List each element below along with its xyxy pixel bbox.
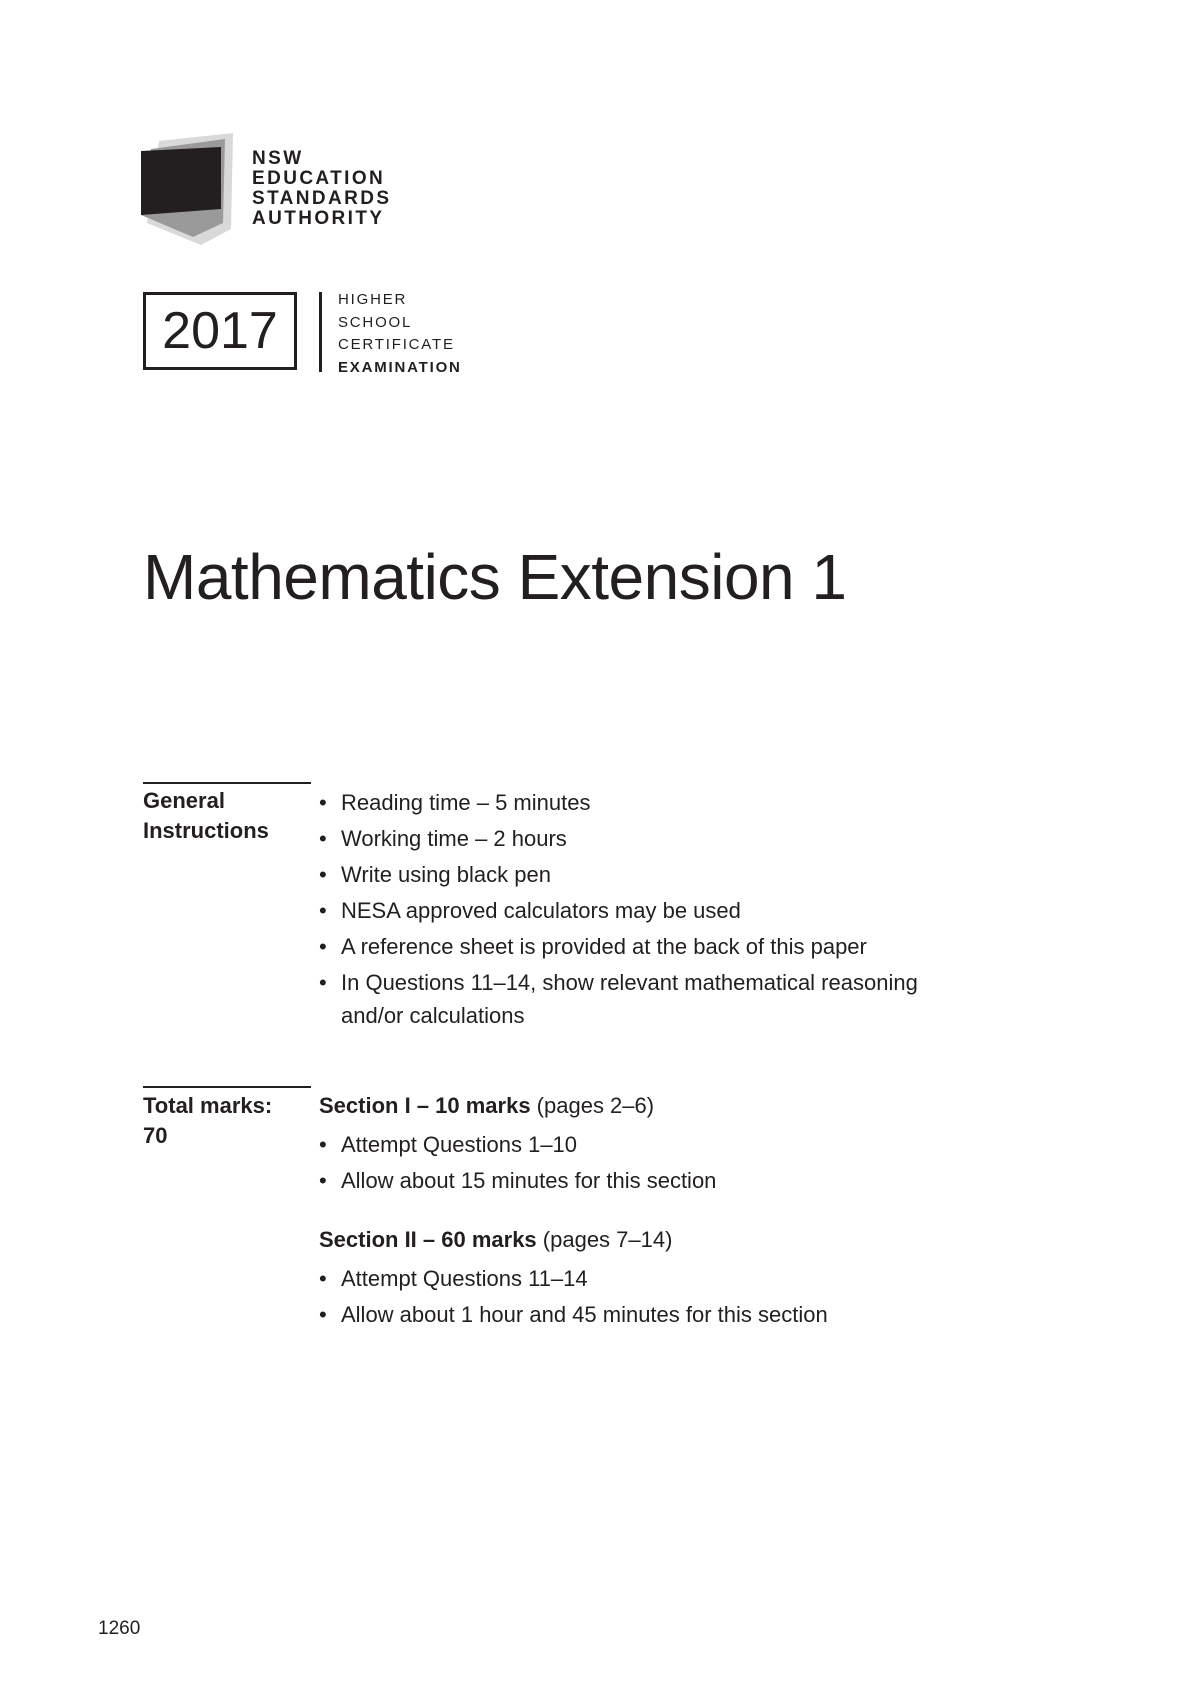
divider	[143, 1086, 311, 1088]
exam-name-line: SCHOOL	[338, 313, 413, 331]
page-number: 1260	[98, 1618, 141, 1639]
list-item: • Attempt Questions 1–10	[319, 1127, 716, 1163]
label-line: Total marks:	[143, 1093, 273, 1118]
divider	[319, 292, 322, 372]
section-title: Section I – 10 marks	[319, 1093, 531, 1118]
general-instructions-list	[319, 785, 918, 1031]
section-heading	[319, 1091, 716, 1121]
authority-line: AUTHORITY	[252, 208, 385, 229]
list-item: • A reference sheet is provided at the back of this paper	[319, 929, 918, 965]
list-item: • Write using black pen	[319, 857, 918, 893]
section-pages: (pages 7–14)	[536, 1227, 673, 1252]
exam-name-line: EXAMINATION	[338, 358, 462, 376]
label-line: 70	[143, 1123, 168, 1148]
divider	[143, 782, 311, 784]
section-1	[319, 1091, 716, 1199]
general-instructions-label	[143, 786, 269, 846]
authority-line: NSW	[252, 148, 304, 169]
list-item: • Allow about 15 minutes for this section	[319, 1163, 716, 1199]
nesa-logo	[141, 133, 241, 245]
list-item: • Allow about 1 hour and 45 minutes for this section	[319, 1297, 828, 1333]
authority-line: EDUCATION	[252, 168, 386, 189]
list-item: • Reading time – 5 minutes	[319, 785, 918, 821]
section-heading	[319, 1225, 828, 1255]
list-item: • Working time – 2 hours	[319, 821, 918, 857]
list-item-text: and/or calculations	[341, 1003, 525, 1028]
authority-line: STANDARDS	[252, 188, 392, 209]
list-item	[319, 965, 918, 1031]
section-title: Section II – 60 marks	[319, 1227, 537, 1252]
list-item-text: In Questions 11–14, show relevant mathematical reasoning	[341, 970, 918, 995]
exam-name	[338, 289, 462, 379]
section-2	[319, 1225, 828, 1333]
list-item: • Attempt Questions 11–14	[319, 1261, 828, 1297]
exam-year: 2017	[143, 292, 297, 370]
label-line: Instructions	[143, 818, 269, 843]
total-marks-label	[143, 1091, 272, 1151]
section-pages: (pages 2–6)	[530, 1093, 655, 1118]
page-title: Mathematics Extension 1	[143, 541, 847, 613]
list-item: • NESA approved calculators may be used	[319, 893, 918, 929]
exam-name-line: HIGHER	[338, 291, 408, 308]
authority-name	[252, 149, 391, 229]
exam-name-line: CERTIFICATE	[338, 336, 455, 353]
label-line: General	[143, 788, 225, 813]
